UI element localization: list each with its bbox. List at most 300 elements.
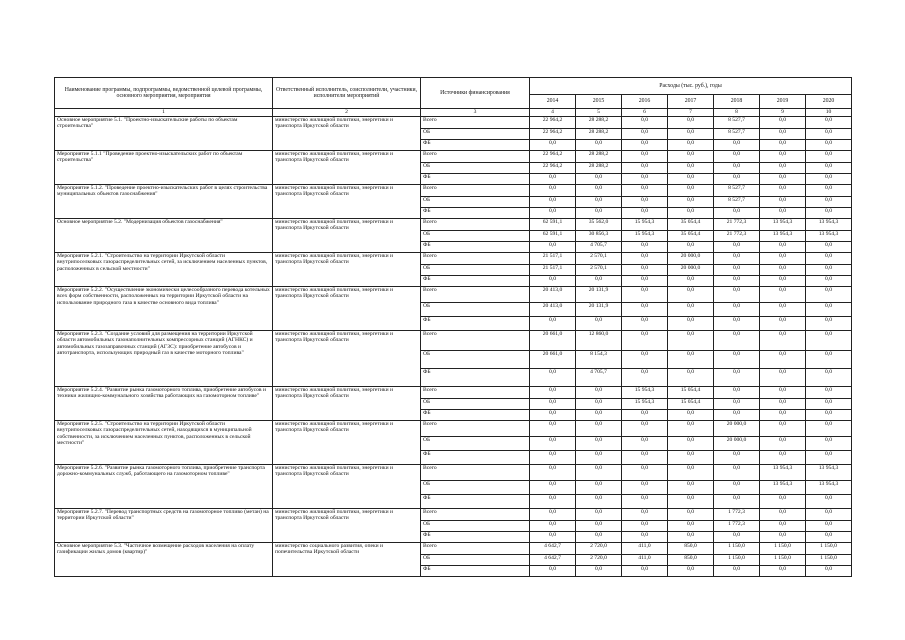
amount-cell: 0,0 <box>530 174 576 185</box>
amount-cell: 0,0 <box>530 208 576 219</box>
executor: министерство жилищной политики, энергетики и транспорта Иркутской области <box>273 331 421 387</box>
amount-cell: 20 131,9 <box>576 303 622 317</box>
amount-cell: 0,0 <box>806 451 852 465</box>
amount-cell: 0,0 <box>668 351 714 369</box>
amount-cell: 4 705,7 <box>576 242 622 253</box>
executor: министерство жилищной политики, энергетики и транспорта Иркутской области <box>273 287 421 331</box>
amount-cell: 411,0 <box>622 543 668 555</box>
amount-cell: 0,0 <box>760 265 806 276</box>
table-row <box>55 151 852 163</box>
amount-cell: 20 000,0 <box>668 253 714 265</box>
amount-cell: 0,0 <box>806 399 852 410</box>
header-source: Источники финансирования <box>421 78 530 109</box>
table-row <box>55 465 852 481</box>
activity-name: Мероприятие 5.2.5. "Строительство на территории Иркутской области внутрипоселковых газораспределительных сетей, находящихся в муниципальной собственности, за исключением населенных пунктов, расположенных в сельской местности" <box>55 421 273 465</box>
amount-cell: 0,0 <box>714 399 760 410</box>
amount-cell: 0,0 <box>714 317 760 331</box>
funding-source: Всего <box>421 465 530 481</box>
amount-cell: 15 954,3 <box>622 399 668 410</box>
amount-cell: 1 150,0 <box>760 543 806 555</box>
amount-cell: 4 705,7 <box>576 369 622 387</box>
amount-cell: 22 964,2 <box>530 117 576 129</box>
column-number: 3 <box>421 109 530 117</box>
amount-cell: 0,0 <box>668 174 714 185</box>
amount-cell: 0,0 <box>760 437 806 451</box>
executor: министерство жилищной политики, энергетики и транспорта Иркутской области <box>273 151 421 185</box>
amount-cell: 0,0 <box>668 465 714 481</box>
amount-cell: 0,0 <box>668 331 714 351</box>
amount-cell: 0,0 <box>760 242 806 253</box>
amount-cell: 0,0 <box>622 140 668 151</box>
amount-cell: 0,0 <box>714 331 760 351</box>
amount-cell: 0,0 <box>668 129 714 140</box>
column-number: 4 <box>530 109 576 117</box>
amount-cell: 0,0 <box>760 331 806 351</box>
amount-cell: 0,0 <box>806 437 852 451</box>
executor: министерство жилищной политики, энергетики и транспорта Иркутской области <box>273 253 421 287</box>
amount-cell: 13 954,3 <box>806 219 852 231</box>
amount-cell: 0,0 <box>806 140 852 151</box>
funding-source: ФБ <box>421 276 530 287</box>
amount-cell: 0,0 <box>576 387 622 399</box>
funding-source: ФБ <box>421 242 530 253</box>
table-row <box>55 509 852 521</box>
amount-cell: 0,0 <box>530 185 576 197</box>
amount-cell: 0,0 <box>760 532 806 543</box>
header-year: 2020 <box>806 95 852 109</box>
amount-cell: 0,0 <box>530 276 576 287</box>
amount-cell: 0,0 <box>668 163 714 174</box>
activity-name: Основное мероприятие 5.1. "Проектно-изыскательские работы по объектам строительства" <box>55 117 273 151</box>
funding-source: Всего <box>421 185 530 197</box>
amount-cell: 0,0 <box>576 465 622 481</box>
funding-source: ФБ <box>421 208 530 219</box>
column-number: 9 <box>760 109 806 117</box>
funding-source: Всего <box>421 387 530 399</box>
activity-name: Мероприятие 5.2.4. "Развитие рынка газомоторного топлива, приобретение автобусов и техники жилищно-коммунального хозяйства работающих на газомоторном топливе" <box>55 387 273 421</box>
amount-cell: 0,0 <box>714 276 760 287</box>
amount-cell: 0,0 <box>668 117 714 129</box>
amount-cell: 0,0 <box>806 369 852 387</box>
amount-cell: 28 288,2 <box>576 117 622 129</box>
amount-cell: 0,0 <box>806 208 852 219</box>
amount-cell: 4 642,7 <box>530 543 576 555</box>
amount-cell: 35 054,4 <box>668 219 714 231</box>
funding-source: ОБ <box>421 231 530 242</box>
amount-cell: 0,0 <box>668 451 714 465</box>
table-row <box>55 421 852 437</box>
amount-cell: 0,0 <box>576 566 622 577</box>
executor: министерство социального развития, опеки и попечительства Иркутской области <box>273 543 421 577</box>
executor: министерство жилищной политики, энергетики и транспорта Иркутской области <box>273 117 421 151</box>
amount-cell: 0,0 <box>714 495 760 509</box>
funding-source: ФБ <box>421 174 530 185</box>
amount-cell: 0,0 <box>622 331 668 351</box>
amount-cell: 20 661,0 <box>530 351 576 369</box>
amount-cell: 0,0 <box>760 276 806 287</box>
funding-source: ОБ <box>421 481 530 495</box>
amount-cell: 0,0 <box>622 509 668 521</box>
header-year: 2014 <box>530 95 576 109</box>
amount-cell: 8 527,7 <box>714 197 760 208</box>
amount-cell: 0,0 <box>806 317 852 331</box>
table-row <box>55 219 852 231</box>
amount-cell: 20 661,0 <box>530 331 576 351</box>
amount-cell: 0,0 <box>714 287 760 303</box>
amount-cell: 0,0 <box>576 399 622 410</box>
amount-cell: 0,0 <box>576 495 622 509</box>
amount-cell: 13 954,3 <box>760 481 806 495</box>
funding-source: ОБ <box>421 399 530 410</box>
amount-cell: 15 954,3 <box>622 219 668 231</box>
funding-source: ОБ <box>421 555 530 566</box>
amount-cell: 0,0 <box>668 421 714 437</box>
amount-cell: 0,0 <box>806 509 852 521</box>
amount-cell: 0,0 <box>622 242 668 253</box>
amount-cell: 0,0 <box>530 387 576 399</box>
table-row <box>55 185 852 197</box>
funding-source: Всего <box>421 117 530 129</box>
expenses-table <box>54 77 852 577</box>
amount-cell: 0,0 <box>530 140 576 151</box>
table-row <box>55 543 852 555</box>
column-number: 1 <box>55 109 273 117</box>
executor: министерство жилищной политики, энергетики и транспорта Иркутской области <box>273 185 421 219</box>
amount-cell: 0,0 <box>806 287 852 303</box>
amount-cell: 0,0 <box>530 509 576 521</box>
amount-cell: 0,0 <box>806 151 852 163</box>
column-number: 8 <box>714 109 760 117</box>
amount-cell: 0,0 <box>806 174 852 185</box>
amount-cell: 0,0 <box>530 317 576 331</box>
amount-cell: 0,0 <box>530 481 576 495</box>
amount-cell: 0,0 <box>714 174 760 185</box>
amount-cell: 2 570,1 <box>576 265 622 276</box>
amount-cell: 2 720,0 <box>576 555 622 566</box>
funding-source: ОБ <box>421 129 530 140</box>
funding-source: ОБ <box>421 197 530 208</box>
amount-cell: 8 527,7 <box>714 129 760 140</box>
amount-cell: 0,0 <box>806 303 852 317</box>
header-year: 2016 <box>622 95 668 109</box>
amount-cell: 0,0 <box>668 140 714 151</box>
amount-cell: 0,0 <box>806 331 852 351</box>
executor: министерство жилищной политики, энергетики и транспорта Иркутской области <box>273 465 421 509</box>
amount-cell: 28 288,2 <box>576 129 622 140</box>
amount-cell: 0,0 <box>714 242 760 253</box>
funding-source: ОБ <box>421 437 530 451</box>
activity-name: Мероприятие 5.2.1. "Строительство на территории Иркутской области внутрипоселковых газораспределительных сетей, за исключением населенных пунктов, расположенных в сельской местности" <box>55 253 273 287</box>
amount-cell: 20 413,0 <box>530 287 576 303</box>
amount-cell: 0,0 <box>530 437 576 451</box>
amount-cell: 0,0 <box>622 410 668 421</box>
amount-cell: 21 517,1 <box>530 253 576 265</box>
table-row <box>55 287 852 303</box>
amount-cell: 0,0 <box>530 369 576 387</box>
amount-cell: 0,0 <box>576 410 622 421</box>
amount-cell: 0,0 <box>668 481 714 495</box>
amount-cell: 22 964,2 <box>530 163 576 174</box>
funding-source: Всего <box>421 509 530 521</box>
executor: министерство жилищной политики, энергетики и транспорта Иркутской области <box>273 387 421 421</box>
amount-cell: 0,0 <box>714 481 760 495</box>
amount-cell: 1 150,0 <box>760 555 806 566</box>
amount-cell: 411,0 <box>622 555 668 566</box>
amount-cell: 850,0 <box>668 543 714 555</box>
funding-source: ФБ <box>421 369 530 387</box>
amount-cell: 0,0 <box>622 495 668 509</box>
amount-cell: 0,0 <box>576 521 622 532</box>
expenses-table-sheet <box>54 77 851 577</box>
amount-cell: 8 527,7 <box>714 185 760 197</box>
amount-cell: 0,0 <box>760 410 806 421</box>
amount-cell: 0,0 <box>760 140 806 151</box>
amount-cell: 0,0 <box>622 174 668 185</box>
amount-cell: 1 772,3 <box>714 509 760 521</box>
funding-source: ФБ <box>421 140 530 151</box>
amount-cell: 0,0 <box>576 437 622 451</box>
amount-cell: 0,0 <box>576 276 622 287</box>
amount-cell: 0,0 <box>530 421 576 437</box>
amount-cell: 0,0 <box>714 253 760 265</box>
amount-cell: 0,0 <box>714 410 760 421</box>
amount-cell: 0,0 <box>622 253 668 265</box>
amount-cell: 0,0 <box>576 451 622 465</box>
amount-cell: 62 591,1 <box>530 219 576 231</box>
amount-cell: 0,0 <box>668 532 714 543</box>
amount-cell: 0,0 <box>668 197 714 208</box>
amount-cell: 0,0 <box>714 151 760 163</box>
amount-cell: 35 562,0 <box>576 219 622 231</box>
funding-source: Всего <box>421 151 530 163</box>
header-year: 2015 <box>576 95 622 109</box>
amount-cell: 0,0 <box>668 437 714 451</box>
funding-source: Всего <box>421 287 530 303</box>
amount-cell: 0,0 <box>806 351 852 369</box>
amount-cell: 28 288,2 <box>576 151 622 163</box>
amount-cell: 0,0 <box>760 317 806 331</box>
amount-cell: 28 288,2 <box>576 163 622 174</box>
amount-cell: 0,0 <box>622 276 668 287</box>
amount-cell: 4 642,7 <box>530 555 576 566</box>
amount-cell: 0,0 <box>806 495 852 509</box>
amount-cell: 0,0 <box>760 174 806 185</box>
column-number: 6 <box>622 109 668 117</box>
amount-cell: 0,0 <box>760 566 806 577</box>
amount-cell: 0,0 <box>714 163 760 174</box>
amount-cell: 0,0 <box>576 197 622 208</box>
amount-cell: 13 954,3 <box>760 465 806 481</box>
funding-source: ФБ <box>421 532 530 543</box>
funding-source: ОБ <box>421 303 530 317</box>
amount-cell: 21 517,1 <box>530 265 576 276</box>
amount-cell: 0,0 <box>622 369 668 387</box>
amount-cell: 0,0 <box>806 129 852 140</box>
funding-source: Всего <box>421 331 530 351</box>
amount-cell: 0,0 <box>530 495 576 509</box>
amount-cell: 0,0 <box>760 369 806 387</box>
header-year: 2019 <box>760 95 806 109</box>
amount-cell: 0,0 <box>530 451 576 465</box>
funding-source: Всего <box>421 253 530 265</box>
column-number: 10 <box>806 109 852 117</box>
amount-cell: 0,0 <box>714 532 760 543</box>
amount-cell: 0,0 <box>530 532 576 543</box>
amount-cell: 0,0 <box>806 532 852 543</box>
amount-cell: 0,0 <box>760 451 806 465</box>
funding-source: ОБ <box>421 163 530 174</box>
amount-cell: 0,0 <box>760 399 806 410</box>
amount-cell: 8 154,3 <box>576 351 622 369</box>
amount-cell: 0,0 <box>668 410 714 421</box>
executor: министерство жилищной политики, энергетики и транспорта Иркутской области <box>273 219 421 253</box>
amount-cell: 20 000,0 <box>668 265 714 276</box>
column-number: 2 <box>273 109 421 117</box>
amount-cell: 0,0 <box>806 387 852 399</box>
amount-cell: 0,0 <box>760 421 806 437</box>
funding-source: Всего <box>421 421 530 437</box>
amount-cell: 0,0 <box>668 303 714 317</box>
amount-cell: 0,0 <box>530 399 576 410</box>
amount-cell: 2 720,0 <box>576 543 622 555</box>
funding-source: ОБ <box>421 521 530 532</box>
amount-cell: 0,0 <box>806 242 852 253</box>
column-number: 7 <box>668 109 714 117</box>
header-expenses: Расходы (тыс. руб.), годы <box>530 78 852 95</box>
amount-cell: 0,0 <box>668 151 714 163</box>
amount-cell: 0,0 <box>622 521 668 532</box>
amount-cell: 20 000,0 <box>714 437 760 451</box>
amount-cell: 0,0 <box>714 208 760 219</box>
amount-cell: 20 131,9 <box>576 287 622 303</box>
amount-cell: 0,0 <box>760 253 806 265</box>
funding-source: ФБ <box>421 495 530 509</box>
amount-cell: 0,0 <box>806 410 852 421</box>
amount-cell: 12 860,0 <box>576 331 622 351</box>
amount-cell: 13 954,3 <box>806 481 852 495</box>
amount-cell: 8 527,7 <box>714 117 760 129</box>
header-year: 2018 <box>714 95 760 109</box>
amount-cell: 0,0 <box>576 208 622 219</box>
amount-cell: 15 954,3 <box>622 231 668 242</box>
amount-cell: 0,0 <box>806 421 852 437</box>
amount-cell: 62 591,1 <box>530 231 576 242</box>
table-row <box>55 253 852 265</box>
amount-cell: 0,0 <box>530 566 576 577</box>
amount-cell: 0,0 <box>760 495 806 509</box>
amount-cell: 0,0 <box>668 185 714 197</box>
amount-cell: 0,0 <box>622 451 668 465</box>
amount-cell: 0,0 <box>760 129 806 140</box>
amount-cell: 15 054,4 <box>668 399 714 410</box>
amount-cell: 13 954,3 <box>806 231 852 242</box>
amount-cell: 0,0 <box>760 287 806 303</box>
activity-name: Мероприятие 5.2.2. "Осуществление экономически целесообразного перевода котельных всех форм собственности, расположенных на территории Иркутской области на использование природного газа в качестве основного вида топлива" <box>55 287 273 331</box>
amount-cell: 0,0 <box>622 208 668 219</box>
amount-cell: 0,0 <box>622 185 668 197</box>
amount-cell: 0,0 <box>760 197 806 208</box>
activity-name: Основное мероприятие 5.3. "Частичное возмещение расходов населения на оплату газификации жилых домов (квартир)" <box>55 543 273 577</box>
funding-source: ФБ <box>421 451 530 465</box>
amount-cell: 0,0 <box>760 151 806 163</box>
amount-cell: 22 964,2 <box>530 151 576 163</box>
amount-cell: 0,0 <box>806 197 852 208</box>
amount-cell: 0,0 <box>530 242 576 253</box>
amount-cell: 15 954,3 <box>622 387 668 399</box>
amount-cell: 0,0 <box>576 532 622 543</box>
funding-source: ФБ <box>421 317 530 331</box>
funding-source: ОБ <box>421 351 530 369</box>
amount-cell: 30 856,3 <box>576 231 622 242</box>
amount-cell: 0,0 <box>576 421 622 437</box>
amount-cell: 15 054,4 <box>668 387 714 399</box>
amount-cell: 0,0 <box>806 117 852 129</box>
amount-cell: 0,0 <box>668 509 714 521</box>
amount-cell: 35 054,4 <box>668 231 714 242</box>
amount-cell: 0,0 <box>622 197 668 208</box>
amount-cell: 0,0 <box>668 521 714 532</box>
amount-cell: 0,0 <box>530 197 576 208</box>
amount-cell: 0,0 <box>714 566 760 577</box>
amount-cell: 0,0 <box>714 465 760 481</box>
activity-name: Основное мероприятие 5.2. "Модернизация объектов газоснабжения" <box>55 219 273 253</box>
funding-source: ФБ <box>421 566 530 577</box>
amount-cell: 0,0 <box>622 465 668 481</box>
amount-cell: 0,0 <box>668 566 714 577</box>
header-executor: Ответственный исполнитель, соисполнители, участники, исполнители мероприятий <box>273 78 421 109</box>
amount-cell: 0,0 <box>530 465 576 481</box>
amount-cell: 13 954,3 <box>760 231 806 242</box>
amount-cell: 1 150,0 <box>806 543 852 555</box>
amount-cell: 850,0 <box>668 555 714 566</box>
amount-cell: 0,0 <box>576 174 622 185</box>
funding-source: Всего <box>421 543 530 555</box>
amount-cell: 0,0 <box>714 387 760 399</box>
amount-cell: 0,0 <box>806 521 852 532</box>
amount-cell: 0,0 <box>668 369 714 387</box>
amount-cell: 21 772,3 <box>714 231 760 242</box>
amount-cell: 0,0 <box>622 265 668 276</box>
amount-cell: 0,0 <box>806 185 852 197</box>
amount-cell: 0,0 <box>806 265 852 276</box>
activity-name: Мероприятие 5.2.6. "Развитие рынка газомоторного топлива, приобретение транспорта дорожно-коммунальных служб, работающего на газомоторном топливе" <box>55 465 273 509</box>
column-number: 5 <box>576 109 622 117</box>
amount-cell: 0,0 <box>668 287 714 303</box>
header-program: Наименование программы, подпрограммы, ведомственной целевой программы, основного мероприятия, мероприятия <box>55 78 273 109</box>
amount-cell: 0,0 <box>530 410 576 421</box>
amount-cell: 0,0 <box>714 265 760 276</box>
amount-cell: 0,0 <box>806 276 852 287</box>
amount-cell: 0,0 <box>622 317 668 331</box>
amount-cell: 13 954,3 <box>806 465 852 481</box>
amount-cell: 0,0 <box>668 208 714 219</box>
amount-cell: 0,0 <box>576 140 622 151</box>
amount-cell: 1 150,0 <box>806 555 852 566</box>
amount-cell: 0,0 <box>622 566 668 577</box>
amount-cell: 0,0 <box>714 140 760 151</box>
amount-cell: 0,0 <box>760 521 806 532</box>
amount-cell: 0,0 <box>622 351 668 369</box>
amount-cell: 13 954,3 <box>760 219 806 231</box>
amount-cell: 0,0 <box>760 163 806 174</box>
amount-cell: 0,0 <box>622 481 668 495</box>
amount-cell: 1 150,0 <box>714 543 760 555</box>
amount-cell: 0,0 <box>622 287 668 303</box>
amount-cell: 0,0 <box>714 303 760 317</box>
amount-cell: 21 772,3 <box>714 219 760 231</box>
amount-cell: 0,0 <box>760 208 806 219</box>
funding-source: ОБ <box>421 265 530 276</box>
